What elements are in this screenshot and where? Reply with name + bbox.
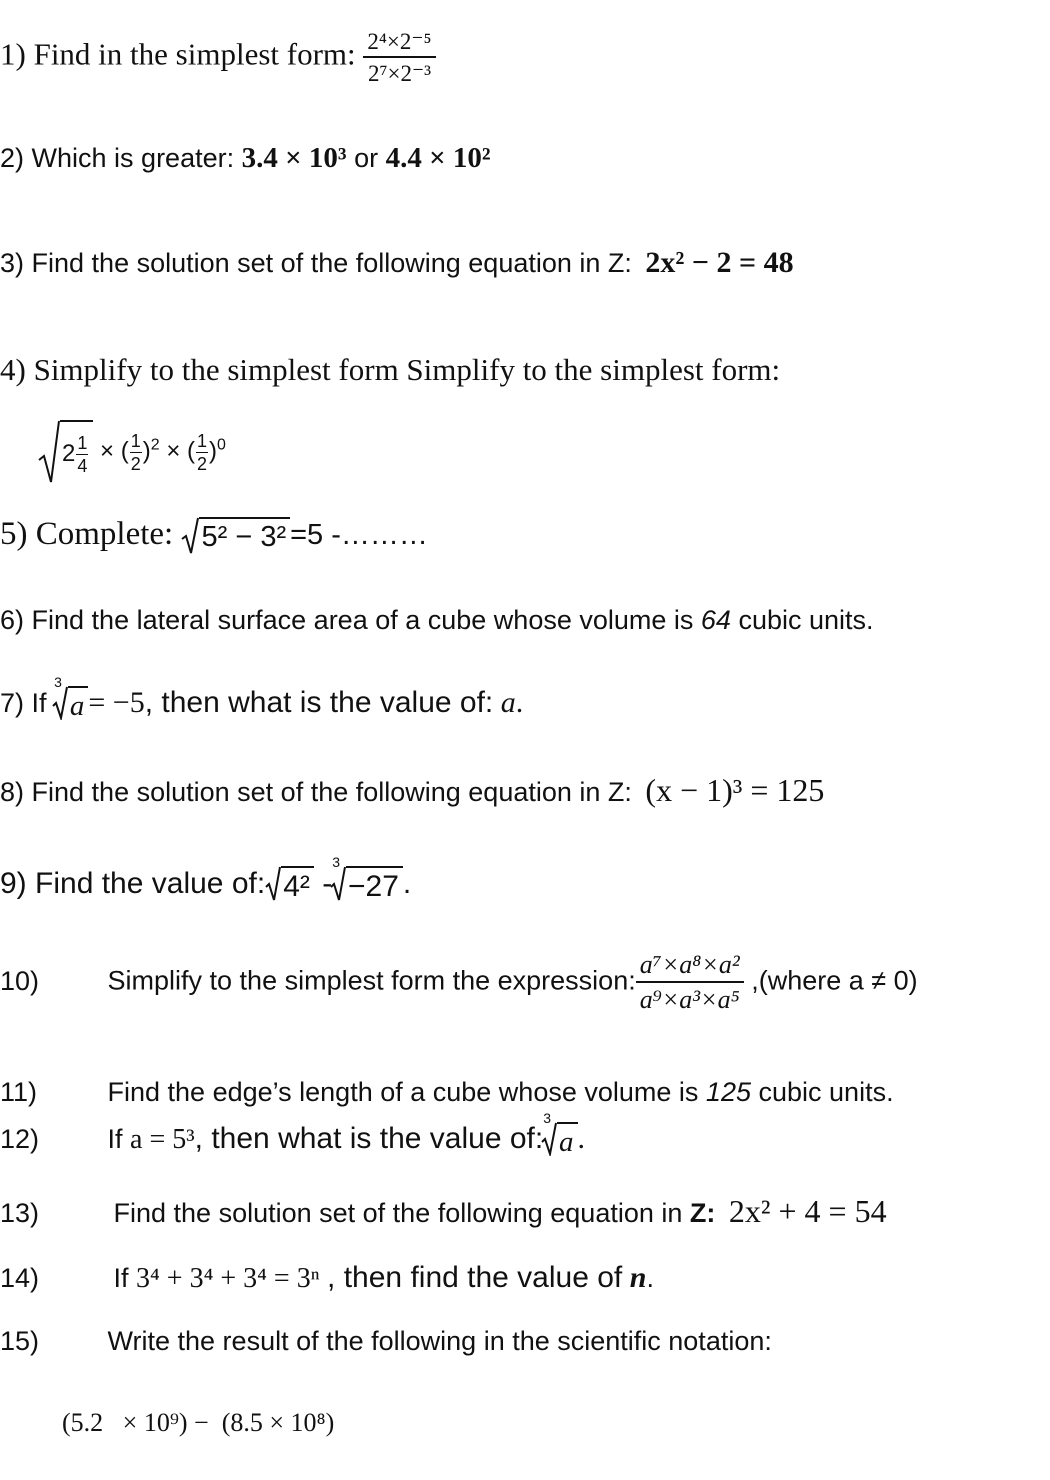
question-number: 11)	[0, 1077, 38, 1107]
question-text-end: cubic units.	[758, 1077, 894, 1107]
question-15-expression: (5.2 × 10⁹) − (8.5 × 10⁸)	[62, 1408, 335, 1437]
question-6	[0, 605, 874, 636]
times-sign: ×	[166, 437, 181, 465]
question-text: Write the result of the following in the scientific notation:	[107, 1326, 772, 1356]
question-number: 3)	[0, 248, 25, 278]
if-text: If	[107, 1124, 123, 1154]
math-expression: 3.4 × 10³	[241, 142, 347, 174]
fraction: 1 4	[77, 432, 88, 476]
exponent: 0	[217, 436, 226, 454]
root-index: 3	[332, 854, 341, 870]
question-number: 5)	[0, 516, 28, 552]
radical-sign-icon	[181, 517, 199, 555]
square-root: 4²	[265, 866, 314, 904]
question-12: 12) If a = 5³, then what is the value of: 3 a .	[0, 1110, 586, 1159]
volume-value: 125	[705, 1077, 751, 1107]
question-text: Find the solution set of the following equation in Z:	[31, 777, 632, 807]
equation: = −5	[88, 686, 145, 719]
radical-sign-icon	[38, 420, 60, 484]
question-number: 1)	[0, 36, 26, 72]
condition-text: ,(where a ≠ 0)	[751, 965, 918, 996]
question-14: 14) If 3⁴ + 3⁴ + 3⁴ = 3ⁿ , then find the value of n.	[0, 1261, 654, 1294]
question-number: 6)	[0, 605, 25, 635]
question-13	[0, 1193, 887, 1230]
question-2	[0, 142, 491, 175]
question-7: 7) If 3 a = −5, then what is the value of: a.	[0, 674, 524, 723]
or-text: or	[354, 143, 379, 173]
equation: (x − 1)³ = 125	[645, 772, 825, 808]
question-10	[0, 952, 918, 1013]
question-number: 14)	[0, 1263, 40, 1293]
question-number: 15)	[0, 1326, 40, 1356]
question-number: 4)	[0, 352, 26, 387]
times-sign: ×	[100, 437, 115, 465]
question-text: Find in the simplest form:	[33, 36, 356, 72]
question-8	[0, 772, 824, 809]
question-text: , then what is the value of:	[194, 1122, 544, 1155]
question-text: Find the edge’s length of a cube whose volume is	[107, 1077, 699, 1107]
equation: 3⁴ + 3⁴ + 3⁴ = 3ⁿ	[136, 1263, 320, 1294]
minus-sign: -	[322, 866, 333, 900]
question-15	[0, 1326, 772, 1357]
question-5	[0, 516, 428, 555]
square-root	[38, 420, 93, 484]
question-text: Simplify to the simplest form Simplify to the simplest form:	[33, 352, 781, 387]
question-text: Complete:	[35, 516, 174, 552]
exponent: 2	[150, 436, 160, 454]
cube-root: 3 a	[54, 686, 88, 723]
denominator: 2⁷×2⁻³	[367, 61, 431, 86]
completion-blank: =5 -………	[290, 519, 428, 551]
question-number: 13)	[0, 1198, 40, 1228]
fraction	[636, 952, 744, 1013]
volume-value: 64	[700, 605, 731, 635]
question-number: 10)	[0, 965, 40, 996]
question-1	[0, 30, 436, 85]
fraction	[363, 30, 435, 85]
fraction: $\frac{1}{2}$	[130, 430, 141, 474]
question-text: , then find the value of	[327, 1261, 623, 1294]
math-expression: 4.4 × 10²	[385, 142, 491, 174]
question-text: Find the value of:	[35, 866, 266, 900]
question-text: Simplify to the simplest form the expression:	[107, 965, 636, 996]
equation: 2x² + 4 = 54	[728, 1193, 887, 1229]
question-text-end: cubic units.	[738, 605, 874, 635]
question-text: Which is greater:	[31, 143, 235, 173]
question-text: Find the solution set of the following equation in	[113, 1198, 683, 1228]
whole-number: 2	[62, 440, 76, 467]
question-3	[0, 246, 794, 280]
root-index: 3	[54, 674, 62, 691]
numerator: 2⁴×2⁻⁵	[363, 30, 435, 58]
question-text: Find the lateral surface area of a cube whose volume is	[31, 605, 694, 635]
question-text: , then what is the value of:	[144, 686, 494, 719]
root-index: 3	[543, 1110, 552, 1127]
question-4-expression: 2 1 4 × ( $\frac{1}{2}$ )$^2$ × ( $\frac{1}{2}$ )$^0$	[38, 420, 226, 484]
denominator: a⁹×a³×a⁵	[639, 985, 740, 1014]
question-4	[0, 352, 780, 388]
equation: 2x² − 2 = 48	[645, 246, 794, 279]
variable: n	[629, 1261, 647, 1294]
radical-sign-icon	[265, 866, 281, 902]
cube-root: 3 −27	[332, 866, 403, 904]
question-number: 8)	[0, 777, 25, 807]
numerator: a⁷×a⁸×a²	[636, 952, 744, 983]
if-text: If	[113, 1263, 129, 1293]
set-z: Z:	[689, 1198, 716, 1228]
question-number: 9)	[0, 866, 27, 900]
question-number: 7)	[0, 688, 25, 718]
question-number: 12)	[0, 1124, 40, 1154]
fraction: $\frac{1}{2}$	[197, 430, 208, 474]
square-root: 5² − 3²	[181, 517, 290, 555]
equation: a = 5³	[130, 1124, 195, 1155]
cube-root: 3 a	[543, 1122, 577, 1159]
question-9: 9) Find the value of: 4² - 3 −27 .	[0, 854, 412, 903]
question-11	[0, 1077, 894, 1108]
variable: a	[500, 686, 516, 719]
if-text: If	[31, 688, 47, 718]
question-text: Find the solution set of the following equation in Z:	[31, 248, 632, 278]
question-number: 2)	[0, 143, 25, 173]
